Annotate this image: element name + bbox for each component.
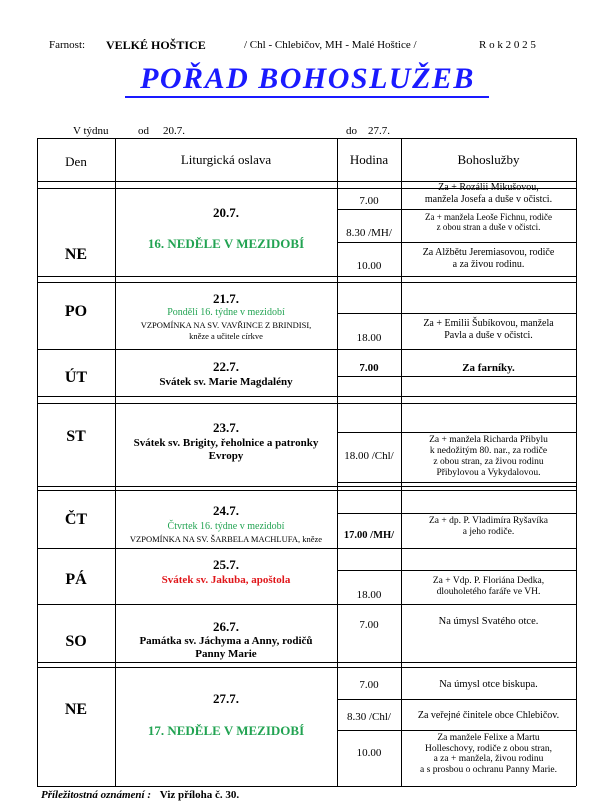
column-header-time: Hodina [349,152,389,167]
date: 24.7. [213,503,239,518]
service-intention: Za farníky. [462,362,515,374]
service-intention: Na úmysl otce biskupa. [439,679,538,690]
week-to: 27.7. [368,125,390,137]
celebration: 17. NEDĚLE V MEZIDOBÍ [147,723,305,738]
announcements-value: Viz příloha č. 30. [159,789,240,801]
service-time: 17.00 /MH/ [343,530,395,541]
service-intention: Na úmysl Svatého otce. [438,616,539,627]
column-header-services: Bohoslužby [457,152,520,167]
celebration: 16. NEDĚLE V MEZIDOBÍ [147,236,305,251]
page-title: POŘAD BOHOSLUŽEB [140,62,475,95]
day-name: NE [64,701,88,718]
announcements [41,789,239,801]
service-time: 7.00 [359,679,379,691]
day-name: SO [65,633,87,650]
day-name: ST [66,428,86,445]
filials: / Chl - Chlebičov, MH - Malé Hoštice / [244,39,417,51]
service-time: 18.00 [356,589,382,601]
column-header-day: Den [65,154,87,169]
service-time: 18.00 [356,332,382,344]
celebration: Památka sv. Jáchyma a Anny, rodičů Panny Marie [139,635,313,660]
announcements-label: Příležitostná oznámení : [41,789,152,801]
day-name: ČT [64,511,88,528]
service-time: 8.30 /MH/ [346,227,392,239]
day-name: NE [64,246,88,263]
column-header-celebration: Liturgická oslava [180,152,272,167]
day-name: PO [64,303,88,320]
service-intention: Za + Emilii Šubíkovou, manžela Pavla a duše v očistci. [423,318,554,341]
celebration: Svátek sv. Marie Magdalény [159,376,293,388]
service-time: 18.00 /Chl/ [344,450,394,462]
date: 21.7. [213,291,239,306]
parish-name: VELKÉ HOŠTICE [106,38,206,52]
week-label: V týdnu [73,125,109,137]
service-intention: Za + manžela Richarda Přibylu k nedožitým 80. nar., za rodiče z obou stran, za živou rodinu Přibylovou a Vykydalovou. [429,435,548,478]
date: 22.7. [213,359,239,374]
service-time: 7.00 [359,619,379,631]
week-from: 20.7. [163,125,185,137]
service-time: 10.00 [356,747,382,759]
service-time: 7.00 [359,195,379,207]
service-time: 10.00 [356,260,382,272]
celebration: Svátek sv. Brigity, řeholnice a patronky Evropy [133,437,319,462]
day-name: PÁ [65,571,87,588]
memorial: VZPOMÍNKA NA SV. ŠARBELA MACHLUFA, kněze [129,534,323,544]
service-intention: Za + dp. P. Vladimíra Ryšavíka a jeho rodiče. [428,516,549,537]
service-intention: Za + Vdp. P. Floriána Dedka, dlouholetého faráře ve VH. [432,576,545,597]
title-underline [125,96,489,98]
date: 25.7. [213,557,239,572]
service-time: 8.30 /Chl/ [346,711,391,723]
year: R o k 2 0 2 5 [479,39,536,51]
date: 23.7. [213,420,239,435]
service-intention: Za veřejné činitele obce Chlebičov. [417,710,560,721]
week-to-label: do [346,125,357,137]
service-time: 7.00 [359,362,379,374]
day-name: ÚT [64,369,88,386]
date: 27.7. [213,691,239,706]
service-intention: Za + manžela Leoše Fichnu, rodiče z obou stran a duše v očistci. [424,212,553,233]
celebration: Svátek sv. Jakuba, apoštola [161,574,291,586]
memorial: VZPOMÍNKA NA SV. VAVŘINCE Z BRINDISI, kněze a učitele církve [140,320,312,342]
date: 26.7. [213,619,239,634]
service-intention: Za + Rozálii Mikušovou, manžela Josefa a duše v očistci. [424,182,553,205]
service-intention: Za Alžbětu Jeremiasovou, rodiče a za živou rodinu. [422,247,555,270]
week-from-label: od [138,125,149,137]
celebration: Čtvrtek 16. týdne v mezidobí [167,521,285,532]
farnost-label: Farnost: [49,39,86,51]
service-intention: Za manžele Felixe a Martu Holleschovy, rodiče z obou stran, a za + manžela, živou rodinu a s prosbou o ochranu Panny Marie. [420,733,557,775]
date: 20.7. [213,205,239,220]
celebration: Pondělí 16. týdne v mezidobí [167,307,285,318]
